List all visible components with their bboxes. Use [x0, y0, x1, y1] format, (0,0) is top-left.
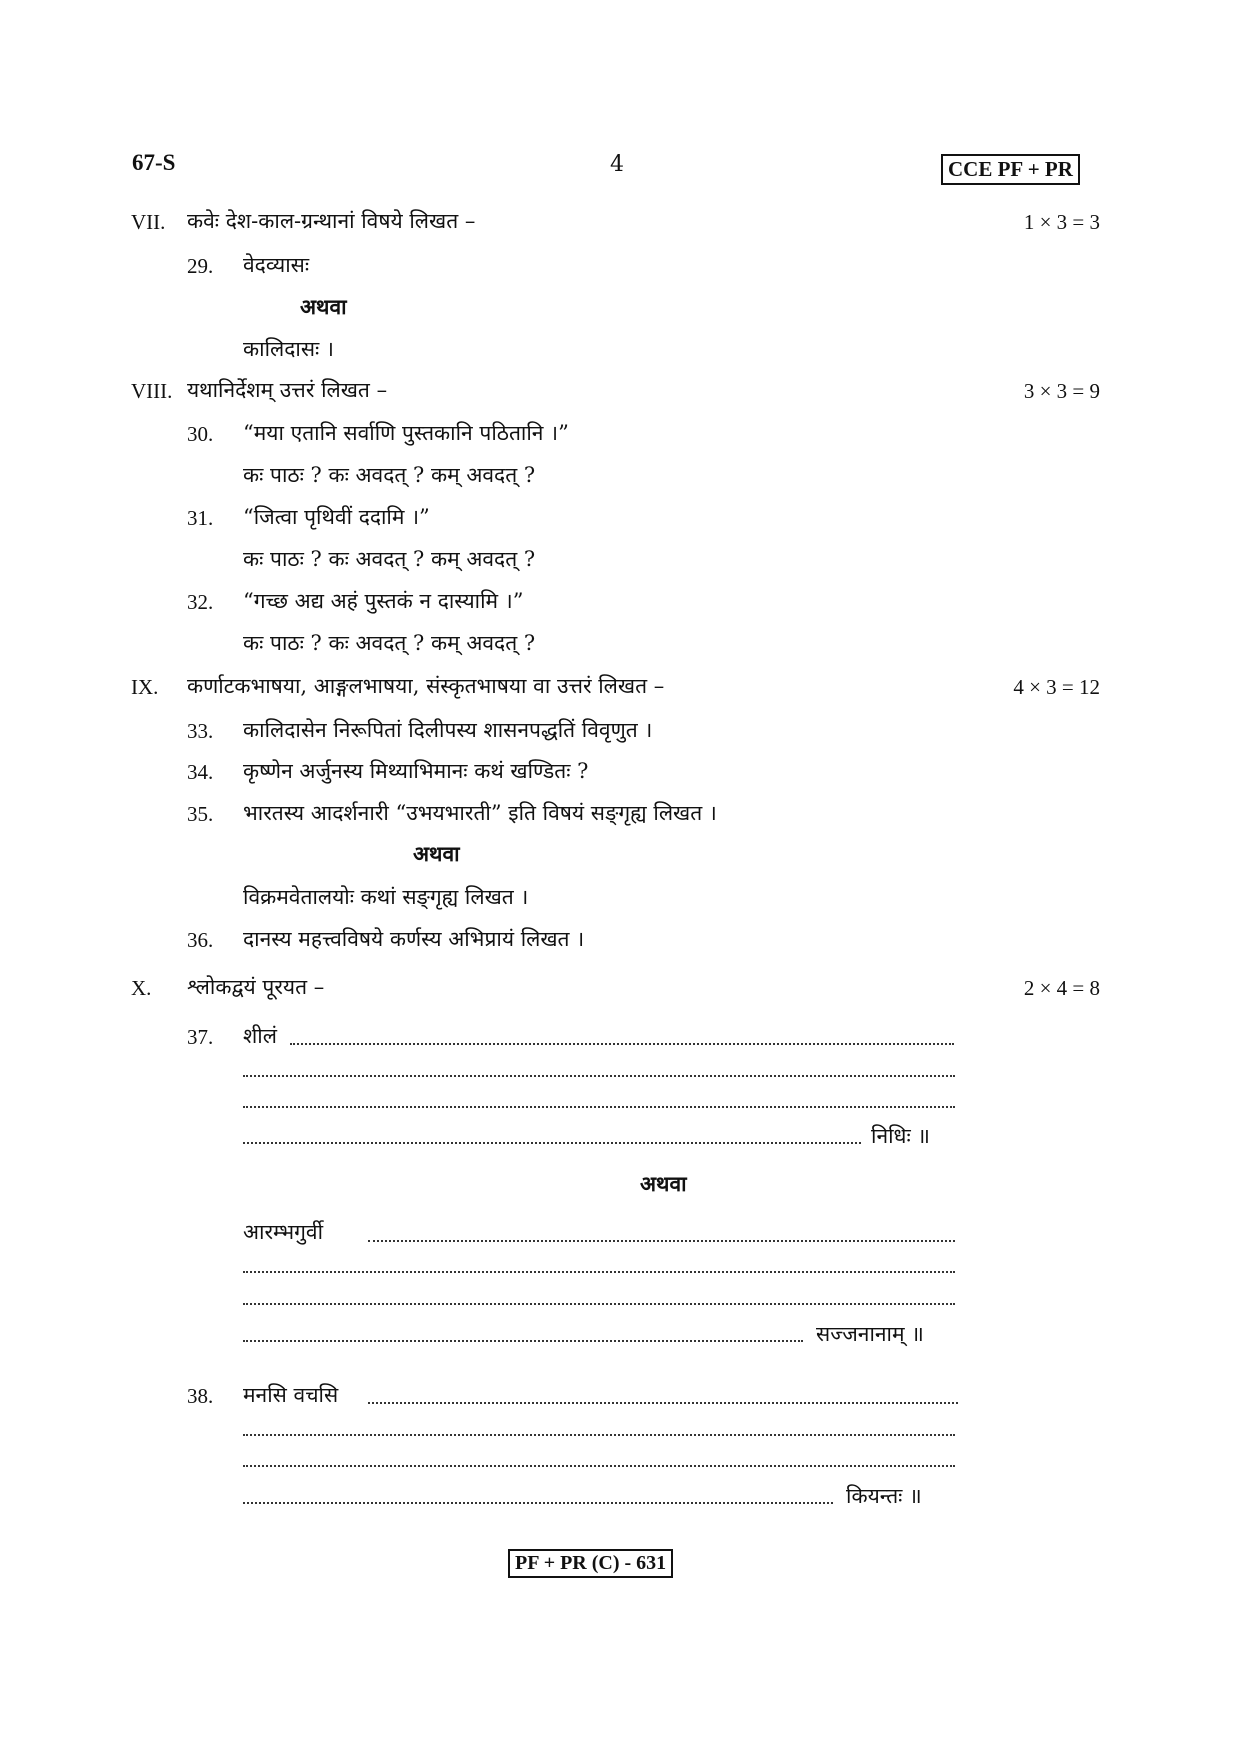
question-number: 36.	[187, 928, 214, 952]
verse-start: शीलं	[243, 1024, 277, 1048]
question-text: भारतस्य आदर्शनारी “उभयभारती” इति विषयं सङ्गृह्य लिखत ।	[243, 801, 717, 825]
alternate-question: कालिदासः ।	[243, 337, 334, 361]
answer-dotted-line	[243, 1142, 861, 1144]
section-marks: 4 × 3 = 12	[1013, 675, 1100, 699]
series-box: CCE PF + PR	[941, 154, 1080, 185]
verse-end: कियन्तः ॥	[846, 1484, 922, 1508]
verse-start: मनसि वचसि	[243, 1383, 339, 1407]
question-text: कृष्णेन अर्जुनस्य मिथ्याभिमानः कथं खण्डितः ?	[243, 759, 589, 783]
question-text: “मया एतानि सर्वाणि पुस्तकानि पठितानि ।”	[243, 421, 569, 445]
or-separator: अथवा	[413, 841, 460, 866]
question-text: वेदव्यासः	[243, 253, 310, 277]
section-marks: 2 × 4 = 8	[1023, 976, 1100, 1000]
or-separator: अथवा	[300, 294, 347, 319]
answer-dotted-line	[243, 1434, 955, 1436]
section-number: X.	[131, 976, 152, 1000]
answer-dotted-line	[368, 1402, 958, 1404]
section-marks: 3 × 3 = 9	[1023, 379, 1100, 403]
question-number: 30.	[187, 422, 214, 446]
answer-dotted-line	[243, 1075, 955, 1077]
footer-code-box: PF + PR (C) - 631	[508, 1549, 673, 1578]
answer-dotted-line	[243, 1106, 955, 1108]
question-number: 37.	[187, 1025, 214, 1049]
section-marks: 1 × 3 = 3	[1023, 210, 1100, 234]
question-text: “गच्छ अद्य अहं पुस्तकं न दास्यामि ।”	[243, 589, 524, 613]
verse-end: निधिः ॥	[871, 1124, 930, 1148]
answer-dotted-line	[290, 1043, 954, 1045]
or-separator: अथवा	[640, 1171, 687, 1196]
question-number: 38.	[187, 1384, 214, 1408]
question-number: 35.	[187, 802, 214, 826]
section-number: VIII.	[131, 379, 173, 403]
paper-code: 67-S	[132, 150, 176, 175]
question-number: 32.	[187, 590, 214, 614]
question-text: “जित्वा पृथिवीं ददामि ।”	[243, 505, 430, 529]
section-instruction: कवेः देश-काल-ग्रन्थानां विषये लिखत –	[187, 209, 476, 233]
answer-dotted-line	[243, 1502, 833, 1504]
question-number: 33.	[187, 719, 214, 743]
question-subtext: कः पाठः ? कः अवदत् ? कम् अवदत् ?	[243, 463, 536, 487]
section-instruction: श्लोकद्वयं पूरयत –	[187, 975, 325, 999]
question-number: 29.	[187, 254, 214, 278]
question-number: 31.	[187, 506, 214, 530]
answer-dotted-line	[243, 1465, 955, 1467]
answer-dotted-line	[368, 1240, 955, 1242]
section-number: IX.	[131, 675, 159, 699]
question-text: कालिदासेन निरूपितां दिलीपस्य शासनपद्धतिं विवृणुत ।	[243, 718, 653, 742]
section-instruction: यथानिर्देशम् उत्तरं लिखत –	[187, 378, 388, 402]
question-subtext: कः पाठः ? कः अवदत् ? कम् अवदत् ?	[243, 547, 536, 571]
question-subtext: कः पाठः ? कः अवदत् ? कम् अवदत् ?	[243, 631, 536, 655]
page-number: 4	[610, 152, 624, 177]
alternate-question: विक्रमवेतालयोः कथां सङ्गृह्य लिखत ।	[243, 885, 529, 909]
question-number: 34.	[187, 760, 214, 784]
question-text: दानस्य महत्त्वविषये कर्णस्य अभिप्रायं लिखत ।	[243, 927, 585, 951]
verse-end: सज्जनानाम् ॥	[816, 1322, 924, 1346]
section-number: VII.	[131, 210, 166, 234]
verse-start: आरम्भगुर्वी	[243, 1220, 324, 1244]
answer-dotted-line	[243, 1271, 955, 1273]
answer-dotted-line	[243, 1340, 803, 1342]
section-instruction: कर्णाटकभाषया, आङ्गलभाषया, संस्कृतभाषया वा उत्तरं लिखत –	[187, 674, 665, 698]
answer-dotted-line	[243, 1303, 955, 1305]
